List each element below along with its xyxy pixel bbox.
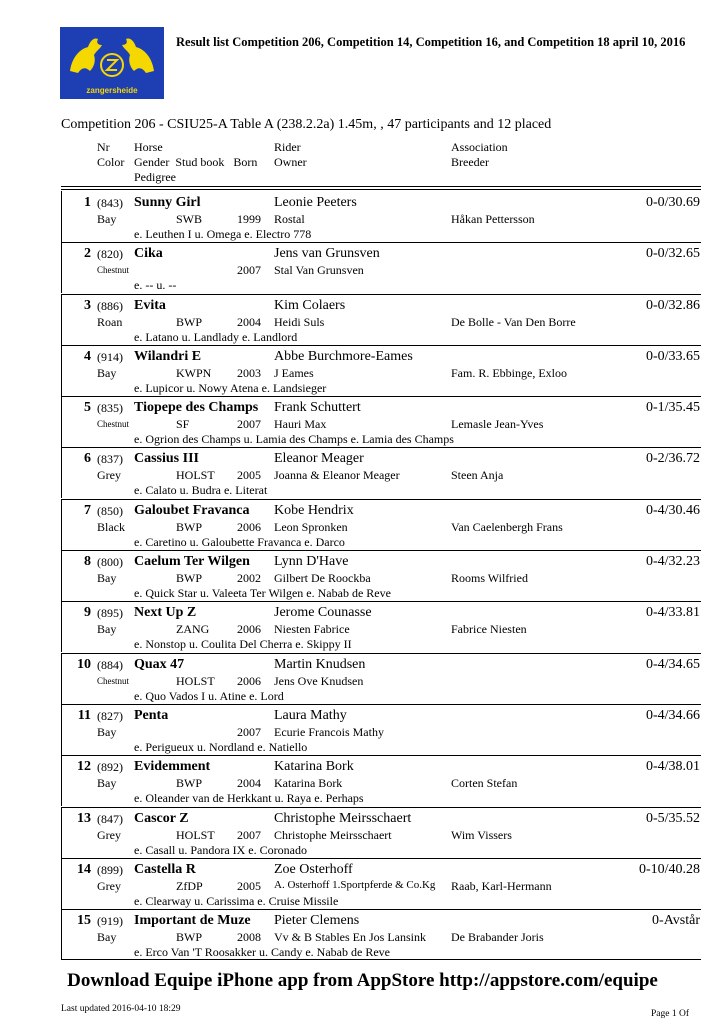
horse-name: Wilandri E (134, 348, 202, 364)
horse-color: Grey (97, 827, 121, 842)
page-number: Page 1 Of (651, 1009, 689, 1019)
pedigree: e. Quick Star u. Valeeta Ter Wilgen e. Nabab de Reve (134, 586, 391, 601)
owner-name: Hauri Max (274, 417, 327, 432)
born-year: 2006 (237, 673, 261, 688)
row-marker (61, 807, 62, 858)
header-rule-double (61, 189, 701, 190)
row-marker (61, 755, 62, 806)
row-marker (61, 909, 62, 960)
horse-name: Tiopepe des Champs (134, 400, 259, 416)
rank: 13 (77, 810, 91, 826)
rank: 1 (84, 195, 91, 210)
horse-name: Galoubet Fravanca (134, 502, 250, 518)
start-number: (899) (97, 862, 123, 877)
rider-name: Abbe Burchmore-Eames (274, 348, 413, 364)
breeder-name: De Brabander Joris (451, 930, 544, 945)
horse-color: Chestnut (97, 265, 130, 276)
breeder-name: De Bolle - Van Den Borre (451, 314, 576, 329)
pedigree: e. Clearway u. Carissima e. Cruise Missile (134, 893, 339, 908)
studbook: KWPN (176, 365, 212, 380)
breeder-name: Fabrice Niesten (451, 622, 527, 637)
row-separator (61, 653, 701, 654)
start-number: (884) (97, 657, 123, 672)
studbook: BWP (176, 776, 203, 791)
result-score: 0-2/36.72 (645, 451, 700, 467)
rank: 4 (84, 348, 91, 364)
born-year: 2005 (237, 468, 261, 483)
pedigree: e. -- u. -- (134, 278, 177, 293)
breeder-name: Corten Stefan (451, 776, 518, 791)
row-marker (61, 704, 62, 755)
pedigree: e. Latano u. Landlady e. Landlord (134, 329, 298, 344)
row-separator (61, 755, 701, 756)
row-separator (61, 396, 701, 397)
pedigree: e. Ogrion des Champs u. Lamia des Champs e. Lamia des Champs (134, 432, 454, 447)
start-number: (892) (97, 760, 123, 775)
born-year: 2007 (237, 827, 261, 842)
rider-name: Christophe Meirsschaert (274, 810, 412, 826)
row-separator (61, 858, 701, 859)
row-marker (61, 858, 62, 909)
horse-name: Cika (134, 246, 163, 262)
download-banner: Download Equipe iPhone app from AppStore http://appstore.com/equipe (67, 970, 658, 991)
rider-name: Frank Schuttert (274, 400, 361, 416)
rank: 11 (77, 707, 91, 723)
studbook: BWP (176, 314, 203, 329)
result-row (0, 653, 725, 704)
row-marker (61, 447, 62, 498)
start-number: (847) (97, 811, 123, 826)
header-association: Association (451, 140, 508, 154)
studbook: ZfDP (176, 878, 203, 893)
rank: 9 (84, 605, 91, 621)
rank: 15 (77, 913, 91, 929)
result-score: 0-5/35.52 (645, 810, 700, 826)
rank: 14 (77, 861, 91, 877)
born-year: 2003 (237, 365, 261, 380)
document-title: Result list Competition 206, Competition 14, Competition 16, and Competition 18 april 10, 2016 (176, 35, 686, 49)
header-breeder: Breeder (451, 155, 489, 169)
result-score: 0-0/33.65 (645, 348, 700, 364)
rider-name: Jerome Counasse (274, 605, 372, 621)
start-number: (919) (97, 914, 123, 929)
born-year: 2004 (237, 314, 261, 329)
result-score: 0-4/34.65 (645, 656, 700, 672)
row-marker (61, 345, 62, 396)
result-score: 0-0/32.65 (645, 246, 700, 262)
horse-color: Chestnut (97, 419, 130, 430)
owner-name: Gilbert De Roockba (274, 571, 371, 586)
owner-name: J Eames (274, 365, 314, 380)
pedigree: e. Quo Vados I u. Atine e. Lord (134, 688, 284, 703)
rider-name: Lynn D'Have (274, 554, 349, 570)
row-marker (61, 499, 62, 550)
result-score: 0-4/32.23 (645, 554, 700, 570)
horse-color: Bay (97, 571, 117, 586)
horse-color: Grey (97, 468, 121, 483)
studbook: ZANG (176, 622, 210, 637)
header-pedigree: Pedigree (134, 170, 176, 184)
owner-name: Heidi Suls (274, 314, 325, 329)
logo-text: zangersheide (86, 86, 138, 95)
horse-color: Black (97, 519, 125, 534)
header-horse: Horse (134, 140, 163, 154)
header-nr: Nr (97, 140, 110, 154)
row-marker (61, 191, 62, 242)
born-year: 2002 (237, 571, 261, 586)
start-number: (820) (97, 247, 123, 262)
rank: 7 (84, 502, 91, 518)
studbook: BWP (176, 571, 203, 586)
rank: 12 (77, 759, 91, 775)
studbook: HOLST (176, 468, 215, 483)
studbook: HOLST (176, 827, 215, 842)
owner-name: Rostal (274, 212, 305, 226)
pedigree: e. Calato u. Budra e. Literat (134, 483, 268, 498)
horse-color: Bay (97, 776, 117, 791)
row-separator (61, 294, 701, 295)
result-score: 0-10/40.28 (638, 861, 700, 877)
last-updated: Last updated 2016-04-10 18:29 (61, 1004, 181, 1014)
rank: 10 (77, 656, 91, 672)
result-row (0, 294, 725, 345)
horse-color: Bay (97, 212, 117, 226)
result-row (0, 447, 725, 498)
horse-name: Sunny Girl (134, 195, 201, 210)
rider-name: Kim Colaers (274, 297, 346, 313)
row-marker (61, 242, 62, 293)
studbook: SWB (176, 212, 203, 226)
studbook: HOLST (176, 673, 215, 688)
start-number: (895) (97, 606, 123, 621)
horse-color: Bay (97, 724, 117, 739)
horse-color: Bay (97, 365, 117, 380)
header-color: Color (97, 155, 125, 169)
pedigree: e. Nonstop u. Coulita Del Cherra e. Skippy II (134, 637, 352, 652)
horse-color: Chestnut (97, 675, 130, 686)
row-separator (61, 499, 701, 500)
start-number: (837) (97, 452, 123, 467)
owner-name: Stal Van Grunsven (274, 263, 364, 278)
studbook: BWP (176, 930, 203, 945)
pedigree: e. Perigueux u. Nordland e. Natiello (134, 739, 308, 754)
result-score: 0-4/33.81 (645, 605, 700, 621)
breeder-name: Lemasle Jean-Yves (451, 417, 544, 432)
result-row (0, 396, 725, 447)
owner-name: Ecurie Francois Mathy (274, 724, 384, 739)
rider-name: Katarina Bork (274, 759, 354, 775)
start-number: (827) (97, 708, 123, 723)
owner-name: Jens Ove Knudsen (274, 673, 364, 688)
horse-name: Next Up Z (134, 605, 197, 621)
row-separator (61, 909, 701, 910)
result-row (0, 704, 725, 755)
result-row (0, 807, 725, 858)
result-row (0, 755, 725, 806)
breeder-name: Håkan Pettersson (451, 212, 535, 226)
horse-color: Bay (97, 622, 117, 637)
result-score: 0-0/32.86 (645, 297, 700, 313)
rider-name: Jens van Grunsven (274, 246, 380, 262)
horse-name: Important de Muze (134, 913, 251, 929)
born-year: 2007 (237, 263, 261, 278)
row-separator (61, 807, 701, 808)
rider-name: Laura Mathy (274, 707, 347, 723)
born-year: 2004 (237, 776, 261, 791)
horse-color: Roan (97, 314, 123, 329)
start-number: (843) (97, 196, 123, 210)
row-marker (61, 550, 62, 601)
born-year: 2007 (237, 417, 261, 432)
breeder-name: Rooms Wilfried (451, 571, 528, 586)
born-year: 1999 (237, 212, 261, 226)
start-number: (835) (97, 401, 123, 416)
footer-rule (61, 959, 701, 960)
horse-name: Cassius III (134, 451, 199, 467)
result-row (0, 550, 725, 601)
result-score: 0-0/30.69 (645, 195, 700, 210)
breeder-name: Fam. R. Ebbinge, Exloo (451, 365, 567, 380)
pedigree: e. Leuthen I u. Omega e. Electro 778 (134, 227, 312, 241)
breeder-name: Van Caelenbergh Frans (451, 519, 563, 534)
result-row (0, 499, 725, 550)
row-separator (61, 601, 701, 602)
owner-name: Christophe Meirsschaert (274, 827, 392, 842)
studbook: BWP (176, 519, 203, 534)
born-year: 2005 (237, 878, 261, 893)
horse-name: Caelum Ter Wilgen (134, 554, 250, 570)
result-score: 0-4/34.66 (645, 707, 700, 723)
result-score: 0-4/30.46 (645, 502, 700, 518)
zangersheide-logo (60, 27, 164, 99)
horse-name: Penta (134, 707, 169, 723)
row-separator (61, 704, 701, 705)
result-row (0, 601, 725, 652)
owner-name: Leon Spronken (274, 519, 348, 534)
start-number: (800) (97, 555, 123, 570)
rank: 5 (84, 400, 91, 416)
pedigree: e. Casall u. Pandora IX e. Coronado (134, 842, 307, 857)
horse-name: Evita (134, 297, 166, 313)
born-year: 2007 (237, 724, 261, 739)
result-score: 0-4/38.01 (645, 759, 700, 775)
born-year: 2006 (237, 622, 261, 637)
header-rider: Rider (274, 140, 301, 154)
rider-name: Martin Knudsen (274, 656, 366, 672)
result-row (0, 191, 725, 242)
rider-name: Zoe Osterhoff (274, 861, 353, 877)
rank: 6 (84, 451, 91, 467)
owner-name: Niesten Fabrice (274, 622, 350, 637)
studbook: SF (176, 417, 190, 432)
result-row (0, 345, 725, 396)
owner-name: Joanna & Eleanor Meager (274, 468, 400, 483)
row-marker (61, 294, 62, 345)
horse-name: Evidemment (134, 759, 211, 775)
row-separator (61, 242, 701, 243)
rank: 8 (84, 554, 91, 570)
header-owner: Owner (274, 155, 307, 169)
born-year: 2006 (237, 519, 261, 534)
start-number: (886) (97, 298, 123, 313)
rider-name: Kobe Hendrix (274, 502, 354, 518)
breeder-name: Raab, Karl-Hermann (451, 878, 552, 893)
horse-color: Grey (97, 878, 121, 893)
pedigree: e. Erco Van 'T Roosakker u. Candy e. Nabab de Reve (134, 945, 390, 960)
breeder-name: Steen Anja (451, 468, 504, 483)
horse-color: Bay (97, 930, 117, 945)
breeder-name: Wim Vissers (451, 827, 512, 842)
row-marker (61, 653, 62, 704)
owner-name: Vv & B Stables En Jos Lansink (274, 930, 426, 945)
pedigree: e. Lupicor u. Nowy Atena e. Landsieger (134, 380, 327, 395)
row-separator (61, 345, 701, 346)
start-number: (850) (97, 503, 123, 518)
horse-name: Quax 47 (134, 656, 185, 672)
results-list (0, 191, 725, 960)
header-rule (61, 186, 701, 187)
row-separator (61, 447, 701, 448)
born-year: 2008 (237, 930, 261, 945)
result-row (0, 909, 725, 960)
rank: 3 (84, 297, 91, 313)
start-number: (914) (97, 349, 123, 364)
rider-name: Leonie Peeters (274, 195, 357, 210)
result-row (0, 242, 725, 293)
horse-name: Cascor Z (134, 810, 189, 826)
competition-title: Competition 206 - CSIU25-A Table A (238.2.2a) 1.45m, , 47 participants and 12 placed (61, 117, 552, 132)
result-row (0, 858, 725, 909)
header-gender-studbook-born: Gender Stud book Born (134, 155, 258, 169)
row-marker (61, 601, 62, 652)
pedigree: e. Oleander van de Herkkant u. Raya e. Perhaps (134, 791, 364, 806)
result-score: 0-1/35.45 (645, 400, 700, 416)
rider-name: Eleanor Meager (274, 451, 364, 467)
owner-name: Katarina Bork (274, 776, 343, 791)
rider-name: Pieter Clemens (274, 913, 360, 929)
result-score: 0-Avstår (652, 913, 700, 929)
pedigree: e. Caretino u. Galoubette Fravanca e. Darco (134, 534, 345, 549)
owner-name: A. Osterhoff 1.Sportpferde & Co.Kg (274, 878, 436, 891)
rank: 2 (84, 246, 91, 262)
row-separator (61, 550, 701, 551)
horse-name: Castella R (134, 861, 196, 877)
row-marker (61, 396, 62, 447)
